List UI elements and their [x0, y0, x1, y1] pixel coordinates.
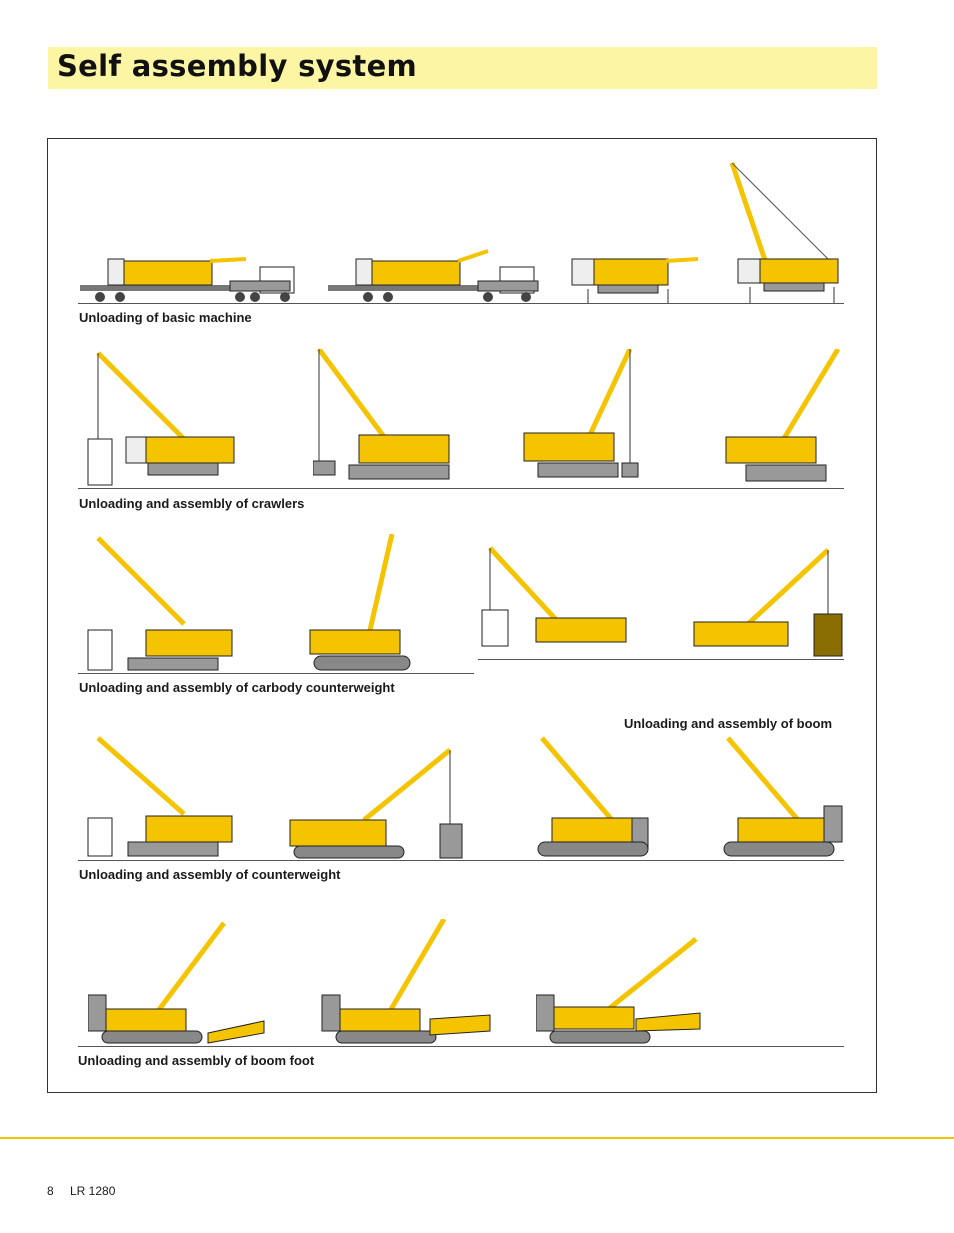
page-title: Self assembly system: [57, 49, 418, 83]
section-caption: Unloading of basic machine: [79, 310, 252, 325]
crane-lifting-boom-section-illustration: [480, 544, 630, 664]
title-bar: [48, 47, 877, 89]
section-caption: Unloading and assembly of boom foot: [78, 1053, 315, 1068]
crane-lifting-crawler-illustration: [313, 349, 463, 489]
footer-rule: [0, 1137, 954, 1139]
crane-lifting-boom-foot-illustration: [320, 919, 500, 1047]
row-basic-machine: [48, 139, 876, 329]
crane-lifting-counterweight-illustration: [284, 744, 474, 860]
crane-lifting-boom-foot-illustration: [88, 919, 268, 1047]
crane-lifting-crawler-illustration: [720, 349, 850, 489]
row-counterweight: [48, 734, 876, 919]
section-caption: Unloading and assembly of crawlers: [79, 496, 305, 511]
row-crawlers: [48, 329, 876, 514]
section-caption: Unloading and assembly of carbody counterweight: [79, 680, 395, 695]
crane-lifting-boom-section-illustration: [688, 544, 848, 664]
ground-line: [78, 860, 844, 861]
page-number: 8: [47, 1184, 54, 1198]
section-caption-right: Unloading and assembly of boom: [624, 716, 833, 731]
crane-on-truck-illustration: [328, 239, 558, 305]
crane-on-outriggers-illustration: [568, 243, 708, 305]
crane-with-counterweight-illustration: [718, 734, 848, 860]
crane-lifting-crawler-illustration: [84, 349, 244, 489]
crane-lifting-crawler-illustration: [518, 349, 668, 489]
crane-lifting-counterweight-illustration: [84, 534, 244, 674]
crane-with-counterweight-illustration: [532, 734, 662, 860]
model-name: LR 1280: [70, 1184, 116, 1198]
section-caption: Unloading and assembly of counterweight: [79, 867, 341, 882]
row-carbody-counterweight: [48, 514, 876, 734]
row-boom-foot: [48, 919, 876, 1094]
crane-with-boom-foot-illustration: [536, 935, 716, 1047]
crane-on-crawlers-illustration: [300, 534, 420, 674]
assembly-figure-frame: [47, 138, 877, 1093]
crane-lifting-counterweight-illustration: [84, 734, 244, 860]
crane-on-truck-illustration: [80, 239, 310, 305]
crane-with-raised-boom-illustration: [728, 159, 858, 305]
